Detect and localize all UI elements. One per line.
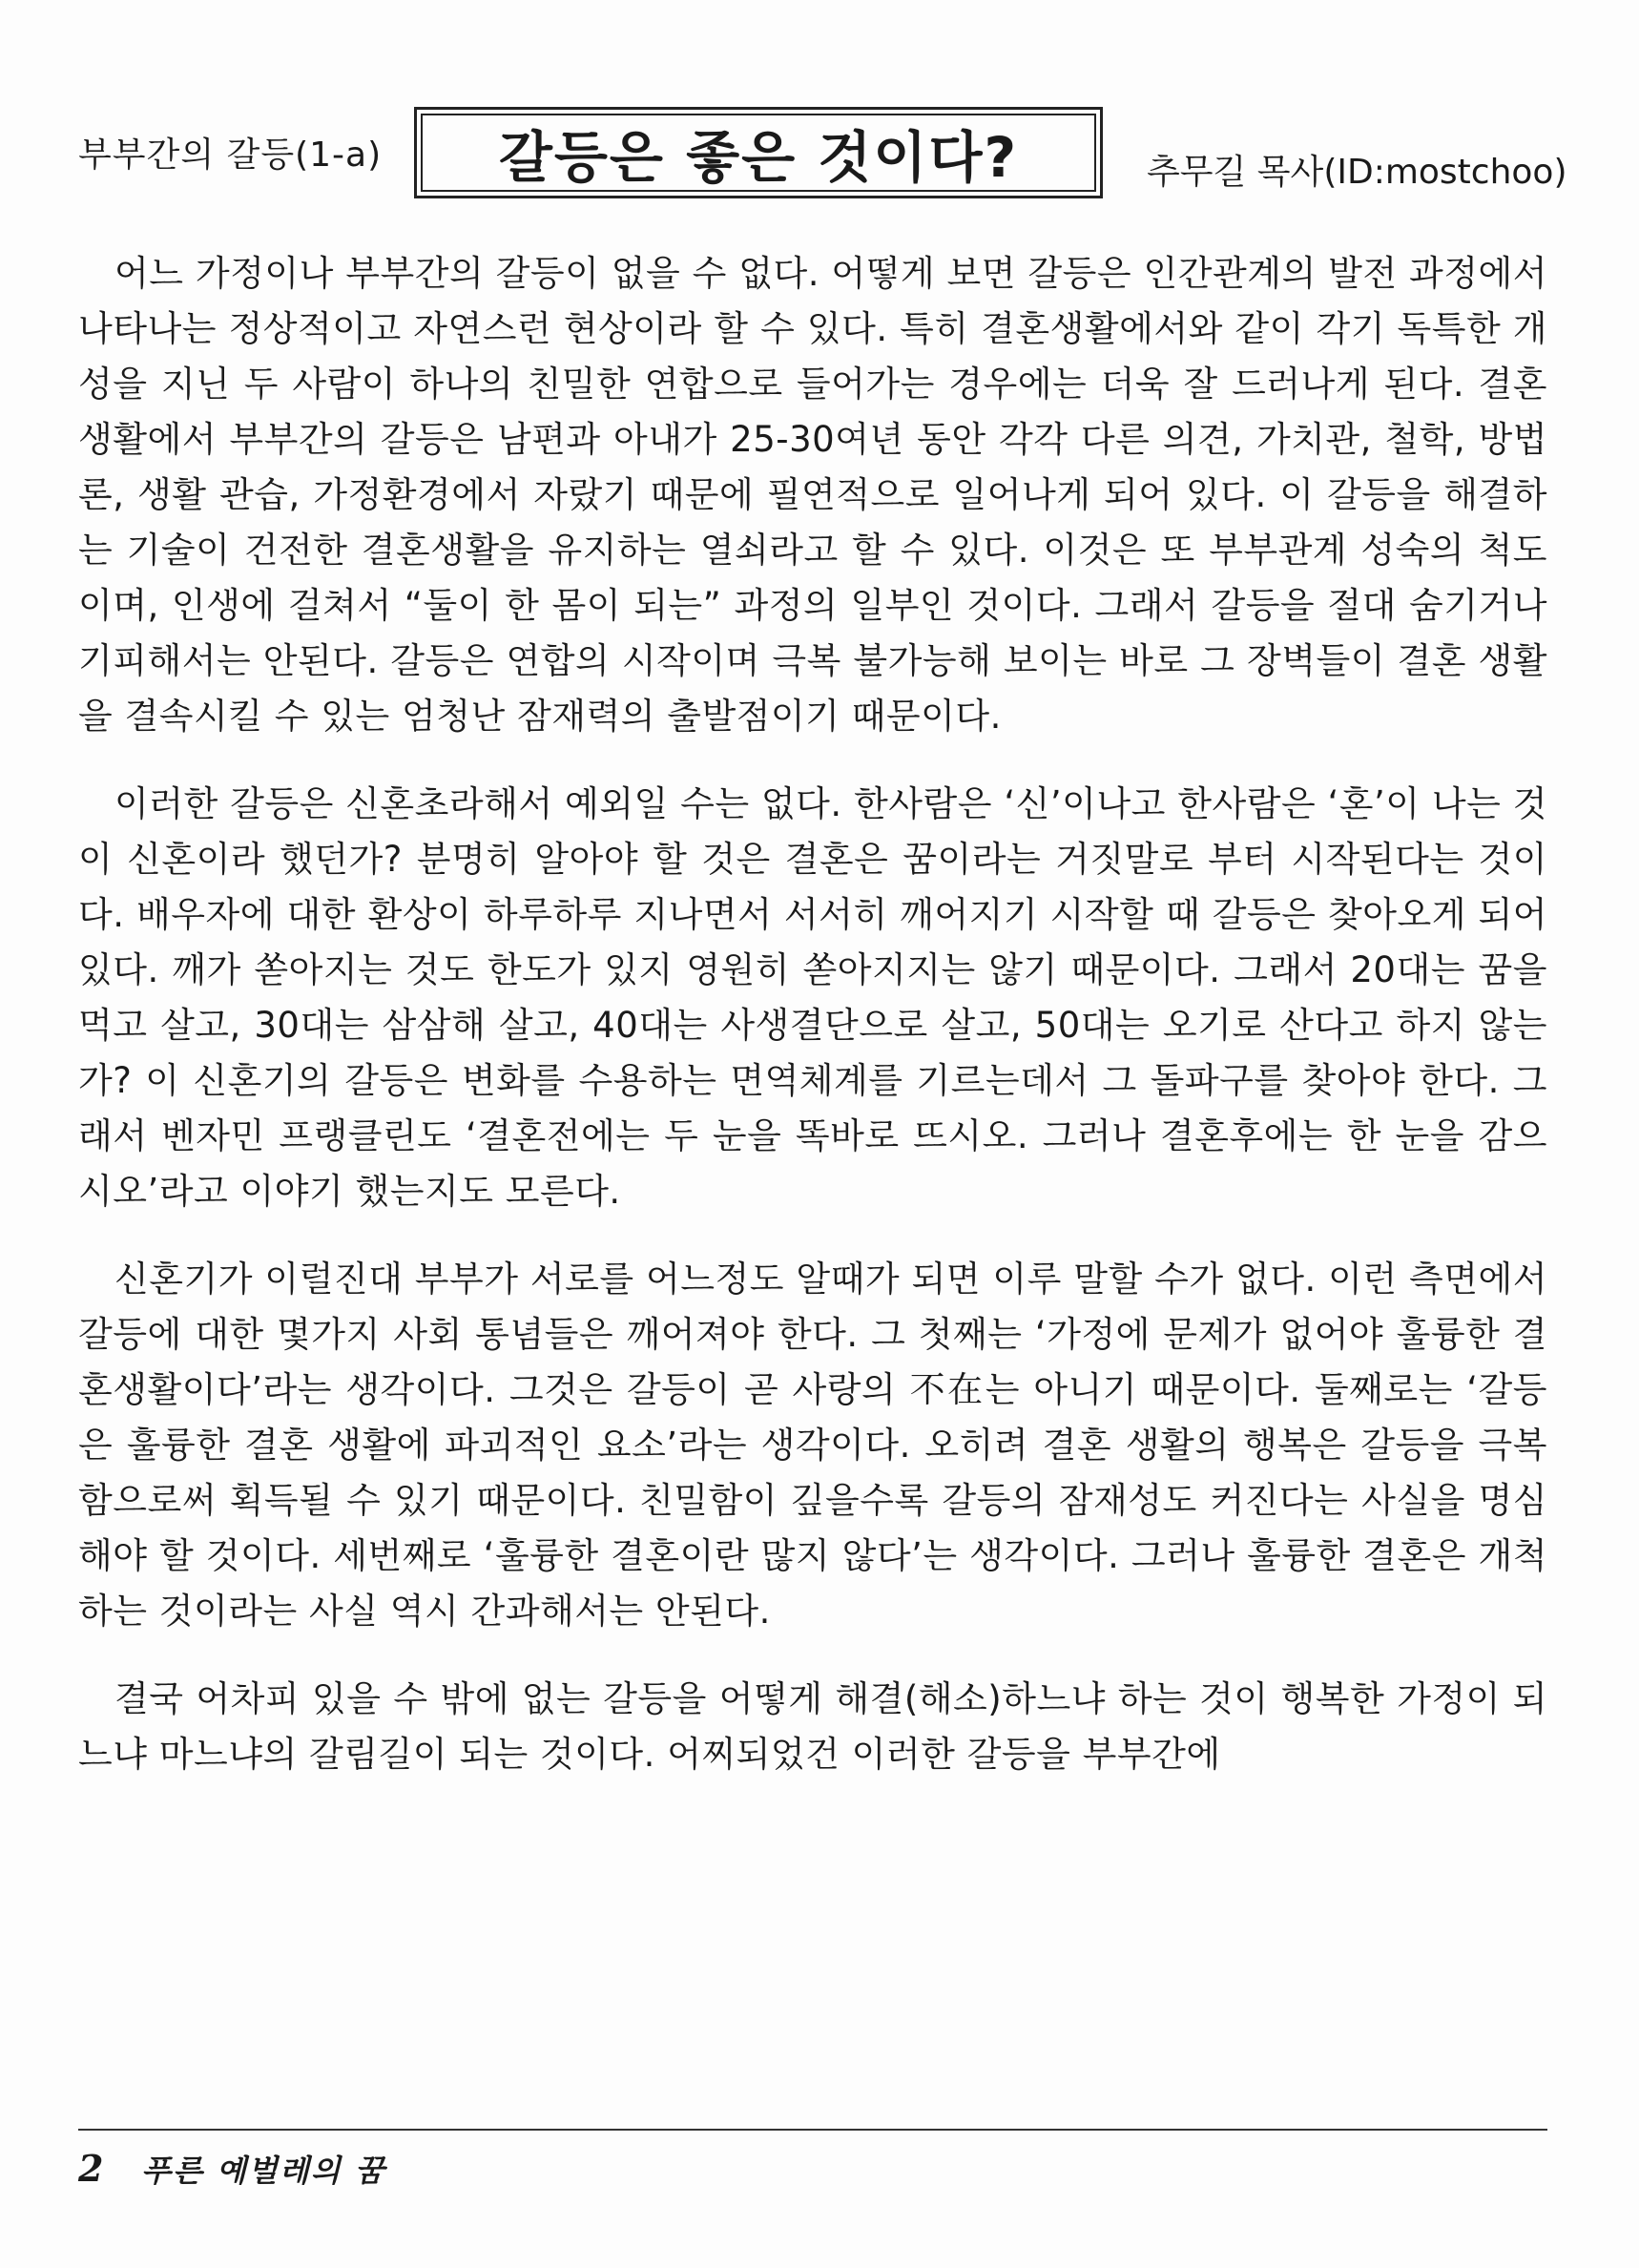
page-footer (78, 2147, 386, 2191)
article-header (78, 107, 1567, 202)
paragraph-4: 결국 어차피 있을 수 밖에 없는 갈등을 어떻게 해결(해소)하느냐 하는 것이 행복한 가정이 되느냐 마느냐의 갈림길이 되는 것이다. 어찌되었건 이러한 갈등을 부부간에 (78, 1678, 1547, 1775)
page-number: 2 (78, 2147, 104, 2190)
paragraph-2: 이러한 갈등은 신혼초라해서 예외일 수는 없다. 한사람은 ‘신’이나고 한사람은 ‘혼’이 나는 것이 신혼이라 했던가? 분명히 알아야 할 것은 결혼은 꿈이라는 거짓말로 부터 시작된다는 것이다. 배우자에 대한 환상이 하루하루 지나면서 서서히 깨어지기 시작할 때 갈등은 찾아오게 되어 있다. 깨가 쏟아지는 것도 한도가 있지 영원히 쏟아지지는 않기 때문이다. 그래서 20대는 꿈을 먹고 살고, 30대는 삼삼해 살고, 40대는 사생결단으로 살고, 50대는 오기로 산다고 하지 않는가? 이 신혼기의 갈등은 변화를 수용하는 면역체계를 기르는데서 그 돌파구를 찾아야 한다. 그래서 벤자민 프랭클린도 ‘결혼전에는 두 눈을 똑바로 뜨시오. 그러나 결혼후에는 한 눈을 감으시오’라고 이야기 했는지도 모른다. (78, 783, 1547, 1212)
title-frame-inner (421, 114, 1096, 192)
series-label: 부부간의 갈등(1-a) (78, 135, 383, 175)
author-byline: 추무길 목사(ID:mostchoo) (1147, 153, 1567, 192)
journal-title: 푸른 예벌레의 꿈 (141, 2153, 386, 2189)
article-body (78, 246, 1547, 1815)
footer-divider (78, 2129, 1547, 2131)
article-title: 갈등은 좋은 것이다? (498, 125, 1019, 190)
paragraph-1: 어느 가정이나 부부간의 갈등이 없을 수 없다. 어떻게 보면 갈등은 인간관계의 발전 과정에서 나타나는 정상적이고 자연스런 현상이라 할 수 있다. 특히 결혼생활에서와 같이 각기 독특한 개성을 지닌 두 사람이 하나의 친밀한 연합으로 들어가는 경우에는 더욱 잘 드러나게 된다. 결혼 생활에서 부부간의 갈등은 남편과 아내가 25-30여년 동안 각각 다른 의견, 가치관, 철학, 방법론, 생활 관습, 가정환경에서 자랐기 때문에 필연적으로 일어나게 되어 있다. 이 갈등을 해결하는 기술이 건전한 결혼생활을 유지하는 열쇠라고 할 수 있다. 이것은 또 부부관계 성숙의 척도이며, 인생에 걸쳐서 “둘이 한 몸이 되는” 과정의 일부인 것이다. 그래서 갈등을 절대 숨기거나 기피해서는 안된다. 갈등은 연합의 시작이며 극복 불가능해 보이는 바로 그 장벽들이 결혼 생활을 결속시킬 수 있는 엄청난 잠재력의 출발점이기 때문이다. (78, 253, 1547, 737)
title-frame (414, 107, 1103, 198)
paragraph-3: 신혼기가 이럴진대 부부가 서로를 어느정도 알때가 되면 이루 말할 수가 없다. 이런 측면에서 갈등에 대한 몇가지 사회 통념들은 깨어져야 한다. 그 첫째는 ‘가정에 문제가 없어야 훌륭한 결혼생활이다’라는 생각이다. 그것은 갈등이 곧 사랑의 不在는 아니기 때문이다. 둘째로는 ‘갈등은 훌륭한 결혼 생활에 파괴적인 요소’라는 생각이다. 오히려 결혼 생활의 행복은 갈등을 극복함으로써 획득될 수 있기 때문이다. 친밀함이 깊을수록 갈등의 잠재성도 커진다는 사실을 명심해야 할 것이다. 세번째로 ‘훌륭한 결혼이란 많지 않다’는 생각이다. 그러나 훌륭한 결혼은 개척하는 것이라는 사실 역시 간과해서는 안된다. (78, 1259, 1547, 1632)
